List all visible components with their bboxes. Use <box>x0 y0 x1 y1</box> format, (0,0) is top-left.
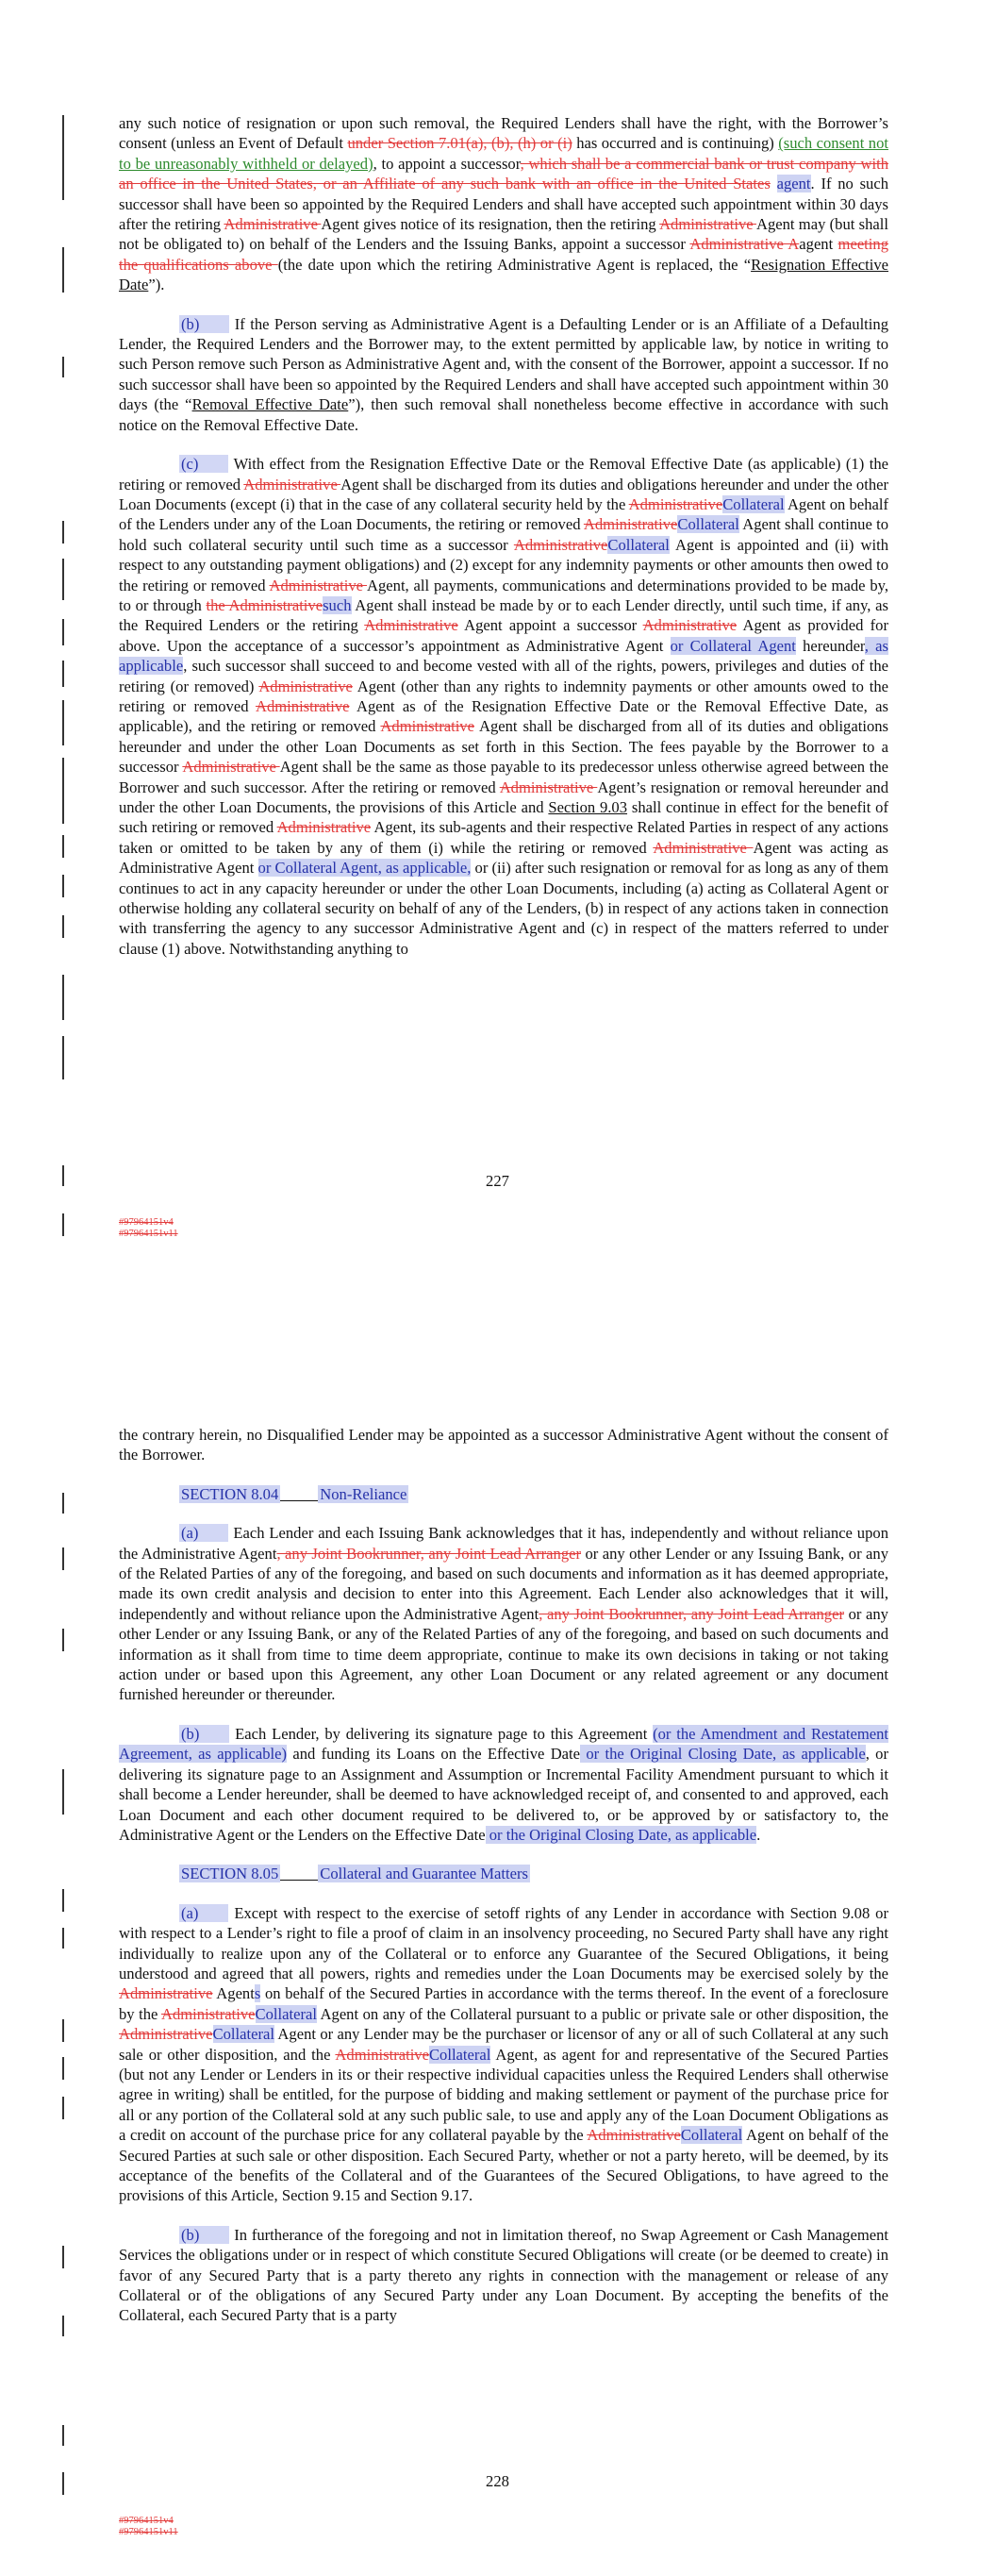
section-number: SECTION 8.04 <box>181 1484 279 1503</box>
footer-doc-id-new: #97964151v11 <box>119 1229 178 1239</box>
change-bar <box>62 521 64 544</box>
footer-doc-id-new: #97964151v11 <box>119 2527 178 2537</box>
change-bar <box>62 700 64 745</box>
change-bar <box>62 619 64 645</box>
clause-number: (b) <box>179 1725 229 1743</box>
paragraph-b-removal: (b) If the Person serving as Administrative Agent is a Defaulting Lender or is an Affiliate of a Defaulting Lender, the Required Lenders and the Borrower may, to the extent permitted by applicable law, by notice in writing to such Person remove such Person as Administrative Agent and, with the consent of the Borrower, appoint a successor. If no such successor shall have been so appointed by the Required Lenders and shall have accepted such appointment within 30 days (the “Removal Effective Date”), then such removal shall nonetheless become effective in accordance with such notice on the Removal Effective Date. <box>119 314 889 434</box>
footer-doc-id-old: #97964151v4 <box>119 2516 174 2526</box>
change-bar <box>62 1213 64 1236</box>
change-bar <box>62 835 64 858</box>
page-227-body <box>119 113 888 978</box>
clause-number: (b) <box>179 2226 229 2244</box>
change-bar <box>62 1629 64 1651</box>
paragraph-c-effect: (c) With effect from the Resignation Effective Date or the Removal Effective Date (as applicable) (1) the retiring or removed Administrative Agent shall be discharged from its duties and obligations hereunder and under the other Loan Documents (except (i) that in the case of any collateral security held by the AdministrativeCollateral Agent on behalf of the Lenders under any of the Loan Documents, the retiring or removed AdministrativeCollateral Agent shall continue to hold such collateral security until such time as a successor AdministrativeCollateral Agent is appointed and (ii) with respect to any outstanding payment obligations) and (2) except for any indemnity payments or other amounts then owed to the retiring or removed Administrative Agent, all payments, communications and determinations provided to be made by, to or through the Administrativesuch Agent shall instead be made by or to each Lender directly, until such time, if any, as the Required Lenders or the retiring Administrative Agent appoint a successor Administrative Agent as provided for above. Upon the acceptance of a successor’s appointment as Administrative Agent or Collateral Agent hereunder, as applicable, such successor shall succeed to and become vested with all of the rights, powers, privileges and duties of the retiring (or removed) Administrative Agent (other than any rights to indemnity payments or other amounts owed to the retiring or removed Administrative Agent as of the Resignation Effective Date or the Removal Effective Date, as applicable), and the retiring or removed Administrative Agent shall be discharged from all of its duties and obligations hereunder and under the other Loan Documents as set forth in this Section. The fees payable by the Borrower to a successor Administrative Agent shall be the same as those payable to its predecessor unless otherwise agreed between the Borrower and such successor. After the retiring or removed Administrative Agent’s resignation or removal hereunder and under the other Loan Documents, the provisions of this Article and Section 9.03 shall continue in effect for the benefit of such retiring or removed Administrative Agent, its sub-agents and their respective Related Parties in respect of any actions taken or omitted to be taken by any of them (i) while the retiring or removed Administrative Agent was acting as Administrative Agent or Collateral Agent, as applicable, or (ii) after such resignation or removal for as long as any of them continues to act in any capacity hereunder or under the other Loan Documents, including (a) acting as Collateral Agent or otherwise holding any collateral security on behalf of any of the Lenders, (b) in respect of any actions taken in connection with transferring the agency to any successor Administrative Agent and (c) in respect of the matters referred to under clause (1) above. Notwithstanding anything to <box>119 455 889 958</box>
change-bar <box>62 247 64 293</box>
page-228-body <box>119 1425 888 2345</box>
change-bar <box>62 1928 64 1949</box>
paragraph-a-collateral: (a) Except with respect to the exercise of setoff rights of any Lender in accordance with Section 9.08 or with respect to a Lender’s right to file a proof of claim in an insolvency proceeding, no Secured Party shall have any right individually to realize upon any of the Collateral or to enforce any Guarantee of the Secured Obligations, it being understood and agreed that all powers, rights and remedies under the Loan Documents may be exercised solely by the Administrative Agents on behalf of the Secured Parties in accordance with the terms thereof. In the event of a foreclosure by the AdministrativeCollateral Agent on any of the Collateral pursuant to a public or private sale or other disposition, the AdministrativeCollateral Agent or any Lender may be the purchaser or licensor of any or all of such Collateral at any such sale or other disposition, and the AdministrativeCollateral Agent, as agent for and representative of the Secured Parties (but not any Lender or Lenders in its or their respective individual capacities unless the Required Lenders shall otherwise agree in writing) shall be entitled, for the purpose of bidding and making settlement or payment of the purchase price for all or any portion of the Collateral sold at any such public sale, to use and apply any of the Loan Document Obligations as a credit on account of the purchase price for any collateral payable by the AdministrativeCollateral Agent on behalf of the Secured Parties at such sale or other disposition. Each Secured Party, whether or not a party hereto, will be deemed, by its acceptance of the benefits of the Collateral and of the Guarantees of the Secured Obligations, to have agreed to the provisions of this Article, Section 9.15 and Section 9.17. <box>119 1903 889 2205</box>
paragraph-continuation: the contrary herein, no Disqualified Lender may be appointed as a successor Administrative Agent without the consent of the Borrower. <box>119 1426 888 1464</box>
change-bar <box>62 2316 64 2336</box>
footer-doc-id-old: #97964151v4 <box>119 1217 174 1228</box>
section-number: SECTION 8.05 <box>181 1865 279 1883</box>
page-number: 227 <box>486 1172 509 1190</box>
clause-number: (c) <box>179 455 228 473</box>
change-bar <box>62 758 64 824</box>
change-bar <box>62 875 64 897</box>
paragraph-b-signature: (b) Each Lender, by delivering its signature page to this Agreement (or the Amendment and Restatement Agreement, as applicable) and funding its Loans on the Effective Date or the Original Closing Date, as applicable, or delivering its signature page to an Assignment and Assumption or Incremental Facility Amendment pursuant to which it shall become a Lender hereunder, shall be deemed to have acknowledged receipt of, and consented to and approved, each Loan Document and each other document required to be delivered to, or be approved by or satisfactory to, the Administrative Agent or the Lenders on the Effective Date or the Original Closing Date, as applicable. <box>119 1724 889 1844</box>
change-bar <box>62 1889 64 1912</box>
clause-number: (b) <box>179 315 229 333</box>
change-bar <box>62 2246 64 2268</box>
change-bar <box>62 915 64 938</box>
change-bar <box>62 2019 64 2042</box>
change-bar <box>62 2057 64 2080</box>
paragraph-resignation: any such notice of resignation or upon such removal, the Required Lenders shall have the right, with the Borrower’s consent (unless an Event of Default under Section 7.01(a), (b), (h) or (i) has occurred and is continuing) (such consent not to be unreasonably withheld or delayed), to appoint a successor, which shall be a commercial bank or trust company with an office in the United States, or an Affiliate of any such bank with an office in the United States agent. If no such successor shall have been so appointed by the Required Lenders and shall have accepted such appointment within 30 days after the retiring Administrative Agent gives notice of its resignation, then the retiring Administrative Agent may (but shall not be obligated to) on behalf of the Lenders and the Issuing Banks, appoint a successor Administrative Aagent meeting the qualifications above (the date upon which the retiring Administrative Agent is replaced, the “Resignation Effective Date”). <box>119 114 889 294</box>
change-bar <box>62 661 64 687</box>
change-bar <box>62 2097 64 2119</box>
change-bar <box>62 1036 64 1079</box>
change-bar <box>62 559 64 600</box>
page-228 <box>0 1397 995 2576</box>
change-bar <box>62 357 64 377</box>
change-bar <box>62 975 64 1020</box>
section-title: Non-Reliance <box>320 1484 407 1503</box>
change-bar <box>62 1769 64 1815</box>
paragraph-a-non-reliance: (a) Each Lender and each Issuing Bank acknowledges that it has, independently and without reliance upon the Administrative Agent, any Joint Bookrunner, any Joint Lead Arranger or any other Lender or any Issuing Bank, or any of the Related Parties of any of the foregoing, and based on such documents and information as it has deemed appropriate, made its own credit analysis and decision to enter into this Agreement. Each Lender also acknowledges that it will, independently and without reliance upon the Administrative Agent, any Joint Bookrunner, any Joint Lead Arranger or any other Lender or any Issuing Bank, or any of the Related Parties of any of the foregoing, and based on such documents and information as it shall from time to time deem appropriate, continue to make its own decisions in taking or not taking action under or based upon this Agreement, any other Loan Document or any related agreement or any document furnished hereunder or thereunder. <box>119 1524 889 1704</box>
section-heading-8-05 <box>119 1864 888 1883</box>
section-heading-8-04 <box>119 1484 888 1504</box>
change-bar <box>62 1493 64 1514</box>
page-number: 228 <box>486 2472 509 2490</box>
paragraph-b-swap: (b) In furtherance of the foregoing and not in limitation thereof, no Swap Agreement or Cash Management Services the obligations under or in respect of which constitute Secured Obligations will create (or be deemed to create) in favor of any Secured Party that is a party thereto any rights in connection with the management or release of any Collateral or of the obligations of any Secured Party under any Loan Document. By accepting the benefits of the Collateral, each Secured Party that is a party <box>119 2225 889 2325</box>
change-bar <box>62 115 64 200</box>
clause-number: (a) <box>179 1524 228 1542</box>
section-title: Collateral and Guarantee Matters <box>320 1865 528 1883</box>
change-bar <box>62 2425 64 2446</box>
clause-number: (a) <box>179 1904 228 1922</box>
change-bar <box>62 1547 64 1570</box>
